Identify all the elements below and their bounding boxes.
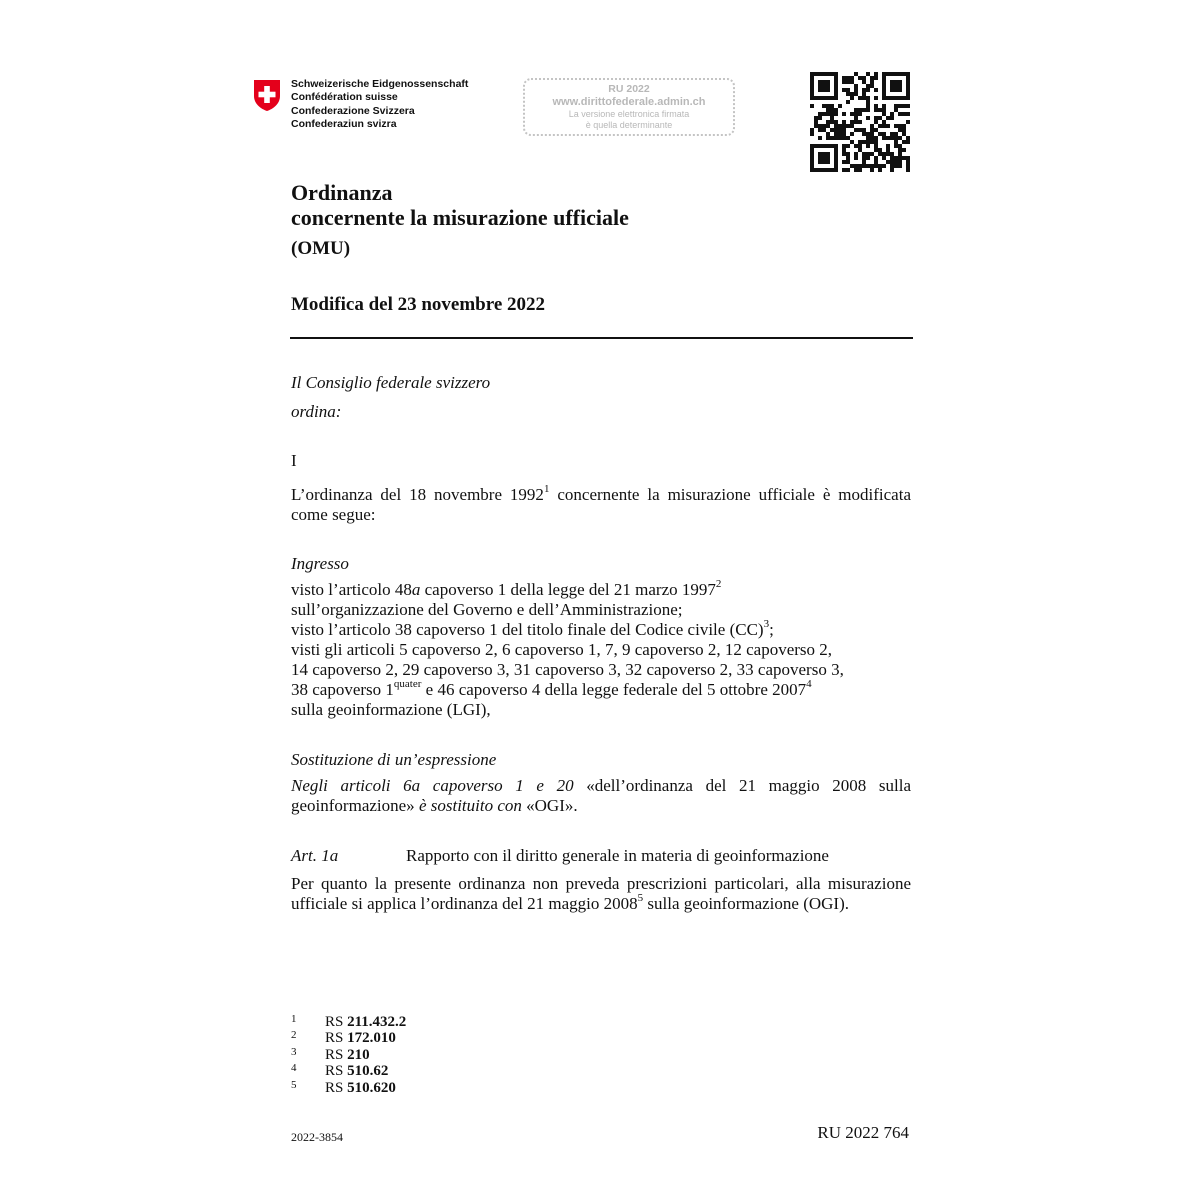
substitution-italic-1: Negli articoli 6a capoverso 1 e 20: [291, 776, 574, 795]
footnote-number: 3: [291, 1045, 297, 1058]
substitution-paragraph: [291, 776, 911, 816]
stamp-note-1: La versione elettronica firmata: [568, 109, 690, 119]
ingresso-heading: Ingresso: [291, 554, 349, 573]
ingresso-text: [291, 580, 844, 720]
section-number: I: [291, 451, 297, 470]
confederation-fr: Confédération suisse: [291, 91, 398, 104]
ingresso-line-5: 14 capoverso 2, 29 capoverso 3, 31 capoverso 3, 32 capoverso 2, 33 capoverso 3,: [291, 660, 844, 679]
footnote-prefix: RS: [325, 1079, 348, 1096]
footnote-ref-4: 4: [806, 678, 812, 690]
intro-paragraph: [291, 485, 911, 525]
confederation-rm: Confederaziun svizra: [291, 118, 397, 131]
title-divider: [290, 337, 913, 339]
footnote-prefix: RS: [325, 1046, 348, 1063]
footnote-ref: 211.432.2: [347, 1014, 407, 1030]
footnote: [291, 1029, 491, 1045]
article-number: Art. 1a: [291, 846, 339, 865]
footnote-text: [325, 1015, 406, 1030]
footnote-ref-5: 5: [637, 892, 644, 904]
article-body: [291, 874, 911, 914]
intro-text-end: concernente la misurazione ufficiale è modificata come segue:: [291, 485, 911, 524]
preamble: [291, 368, 490, 426]
title-line-2: concernente la misurazione ufficiale: [291, 205, 629, 230]
ingresso-l1-b: capoverso 1 della legge del 21 marzo 1997: [420, 580, 716, 599]
footnote-prefix: RS: [325, 1014, 348, 1030]
footnote-prefix: RS: [325, 1030, 348, 1047]
quater-superscript: quater: [393, 678, 422, 690]
document-number: 2022-3854: [291, 1130, 343, 1144]
ingresso-l1-italic: a: [411, 580, 421, 599]
qr-code-icon: [810, 72, 910, 172]
ingresso-l3-b: ;: [769, 620, 774, 639]
ordains-line: ordina:: [291, 402, 342, 421]
ingresso-line-7: sulla geoinformazione (LGI),: [291, 700, 491, 719]
footnote: [291, 1013, 491, 1029]
substitution-text-1: «dell’ordinanza del 21 maggio 2008 sulla geoinformazione»: [291, 776, 911, 815]
footnote-ref: 210: [347, 1046, 370, 1063]
substitution-italic-2: è sostituito con: [418, 796, 522, 815]
footnote-ref-1: 1: [543, 483, 550, 495]
document-title: [291, 180, 629, 230]
substitution-text-2: «OGI».: [521, 796, 578, 815]
footnote-number: 1: [291, 1013, 297, 1025]
confederation-it: Confederazione Svizzera: [291, 104, 415, 117]
electronic-version-stamp: [523, 78, 735, 136]
ingresso-l6-b: e 46 capoverso 4 della legge federale del 5 ottobre 2007: [421, 680, 807, 699]
footnote-text: [325, 1031, 396, 1046]
stamp-ru: RU 2022: [608, 83, 650, 95]
footnote-prefix: RS: [325, 1063, 348, 1080]
stamp-url: www.dirittofederale.admin.ch: [552, 96, 706, 108]
title-line-1: Ordinanza: [291, 180, 393, 205]
ingresso-line-1: [291, 580, 844, 600]
modification-date: Modifica del 23 novembre 2022: [291, 294, 546, 315]
footnote-ref: 510.620: [347, 1079, 396, 1096]
footnote-ref-3: 3: [763, 618, 770, 630]
footnote-ref-2: 2: [715, 578, 722, 590]
footnote-ref: 510.62: [347, 1063, 389, 1080]
footnote-ref: 172.010: [347, 1030, 396, 1047]
article-body-a: Per quanto la presente ordinanza non preveda prescrizioni particolari, alla misurazione ufficiale si applica l’ordinanza del 21 maggio 2008: [291, 874, 911, 913]
council-line: Il Consiglio federale svizzero: [291, 373, 491, 392]
footnote-number: 2: [291, 1029, 297, 1042]
stamp-note-2: è quella determinante: [585, 120, 673, 130]
footnote-text: [325, 1081, 396, 1096]
footnote-number: 5: [291, 1078, 297, 1091]
footnote: [291, 1079, 491, 1095]
substitution-heading: Sostituzione di un’espressione: [291, 750, 497, 769]
ingresso-line-2: sull’organizzazione del Governo e dell’Amministrazione;: [291, 600, 683, 619]
footnote: [291, 1062, 491, 1078]
footnote-text: [325, 1064, 388, 1079]
footnote-text: [325, 1048, 370, 1063]
ingresso-line-6: [291, 680, 844, 700]
intro-text-start: L’ordinanza del 18 novembre 1992: [291, 485, 544, 504]
swiss-cross-icon: [252, 78, 282, 112]
document-abbreviation: (OMU): [291, 238, 351, 259]
ingresso-l1-a: visto l’articolo 48: [291, 580, 412, 599]
footnote: [291, 1046, 491, 1062]
ru-reference: RU 2022 764: [817, 1123, 909, 1142]
ingresso-line-4: visti gli articoli 5 capoverso 2, 6 capoverso 1, 7, 9 capoverso 2, 12 capoverso 2,: [291, 640, 833, 659]
confederation-de: Schweizerische Eidgenossenschaft: [291, 78, 469, 90]
footnote-number: 4: [291, 1062, 297, 1075]
ingresso-l6-a: 38 capoverso 1: [291, 680, 394, 699]
article-title: Rapporto con il diritto generale in materia di geoinformazione: [406, 846, 829, 865]
ingresso-line-3: [291, 620, 844, 640]
ingresso-l3-a: visto l’articolo 38 capoverso 1 del titolo finale del Codice civile (CC): [291, 620, 764, 639]
article-body-b: sulla geoinformazione (OGI).: [643, 894, 849, 913]
confederation-names: [291, 78, 468, 132]
footnotes: [291, 1013, 491, 1095]
